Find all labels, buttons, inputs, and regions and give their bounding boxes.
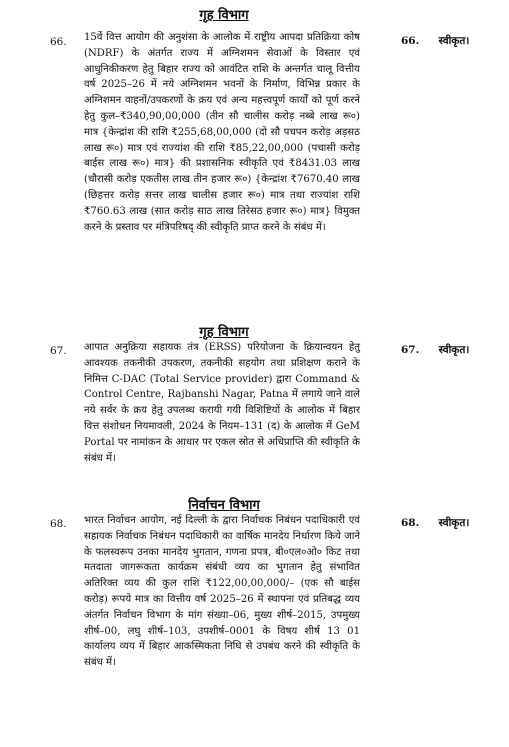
item-text: 15वें वित्त आयोग की अनुशंसा के आलोक में राष्ट्रीय आपदा प्रतिक्रिया कोष (NDRF) के अंतर्गत राज्य में अग्निशमन सेवाओं के विस्तार एवं आधुनिकीकरण हेतु बिहार राज्य को आवंटित राशि के अन्तर्गत चालू वित्तीय वर्ष 2025–26 में नये अग्निशमन भवनों के निर्माण, विभिन्न प्रकार के अग्निशमन वाहनों/उपकरणों के क्रय एवं अन्य महत्त्वपूर्ण कार्यों को पूर्ण करने हेतु कुल–₹340,90,00,000 (तीन सौ चालीस करोड़ नब्बे लाख रू०) मात्र {केन्द्रांश की राशि ₹255,68,00,000 (दो सौ पचपन करोड़ अड़सठ लाख रू०) मात्र एवं राज्यांश की राशि ₹85,22,00,000 (पचासी करोड़ बाईस लाख रू०) मात्र} की प्रशासनिक स्वीकृति एवं ₹8431.03 लाख (चौरासी करोड़ एकतीस लाख तीन हजार रू०) {केन्द्रांश ₹7670.40 लाख (छिहत्तर करोड़ सत्तर लाख चालीस हजार रू०) मात्र तथा राज्यांश राशि ₹760.63 लाख (सात करोड़ साठ लाख तिरेसठ हजार रू०) मात्र} विमुक्त करने के प्रस्ताव पर मंत्रिपरिषद् की स्वीकृति प्राप्त करने के संबंध में। (84, 32, 360, 233)
department-heading: निर्वाचन विभाग (188, 498, 260, 513)
item-number: 66. (50, 36, 67, 48)
decision (401, 516, 469, 530)
decision-status: स्वीकृत। (438, 344, 470, 356)
item-text: आपात अनुक्रिया सहायक तंत्र (ERSS) परियोजना के क्रियान्वयन हेतु आवश्यक तकनीकी उपकरण, तकनीकी सहयोग तथा प्रशिक्षण कराने के निमित्त C-DAC (Total Service provider) द्वारा Command & Control Centre, Rajbanshi Nagar, Patna में लगाये जाने वाले नये सर्वर के क्रय हेतु उपलब्ध करायी गयी विशिष्टियों के आलोक में बिहार वित्त संशोधन नियमावली, 2024 के नियम–131 (द) के आलोक में GeM Portal पर नामांकन के आधार पर एकल स्रोत से अधिप्राप्ति की स्वीकृति के संबंध में। (84, 342, 360, 464)
department-heading: गृह विभाग (199, 325, 249, 340)
decision-number: 67. (401, 344, 420, 356)
item-number: 68. (50, 518, 67, 530)
item-text: भारत निर्वाचन आयोग, नई दिल्ली के द्वारा निर्वाचक निबंधन पदाधिकारी एवं सहायक निर्वाचक निबंधन पदाधिकारी का वार्षिक मानदेय निर्धारण किये जाने के फलस्वरूप उनका मानदेय भुगतान, गणना प्रपत्र, बी०एल०ओ० किट तथा मतदाता जागरूकता कार्यक्रम संबंधी व्यय का भुगतान हेतु संभावित अतिरिक्त व्यय की कुल राशि ₹122,00,00,000/– (एक सौ बाईस करोड़) रूपये मात्र का वित्तीय वर्ष 2025–26 में स्थापना एवं प्रतिबद्ध व्यय अंतर्गत निर्वाचन विभाग के मांग संख्या–06, मुख्य शीर्ष–2015, उपमुख्य शीर्ष–00, लघु शीर्ष–103, उपशीर्ष–0001 के विषय शीर्ष 13 01 कार्यालय व्यय में बिहार आकस्मिकता निधि से उपबंध करने की स्वीकृति के संबंध में। (84, 515, 360, 669)
decision-status: स्वीकृत। (438, 517, 470, 529)
decision-number: 68. (401, 517, 420, 529)
decision-number: 66. (401, 35, 420, 47)
department-heading: गृह विभाग (199, 8, 249, 23)
decision (401, 34, 469, 48)
decision-status: स्वीकृत। (438, 35, 470, 47)
item-number: 67. (50, 345, 67, 357)
decision (401, 343, 469, 357)
